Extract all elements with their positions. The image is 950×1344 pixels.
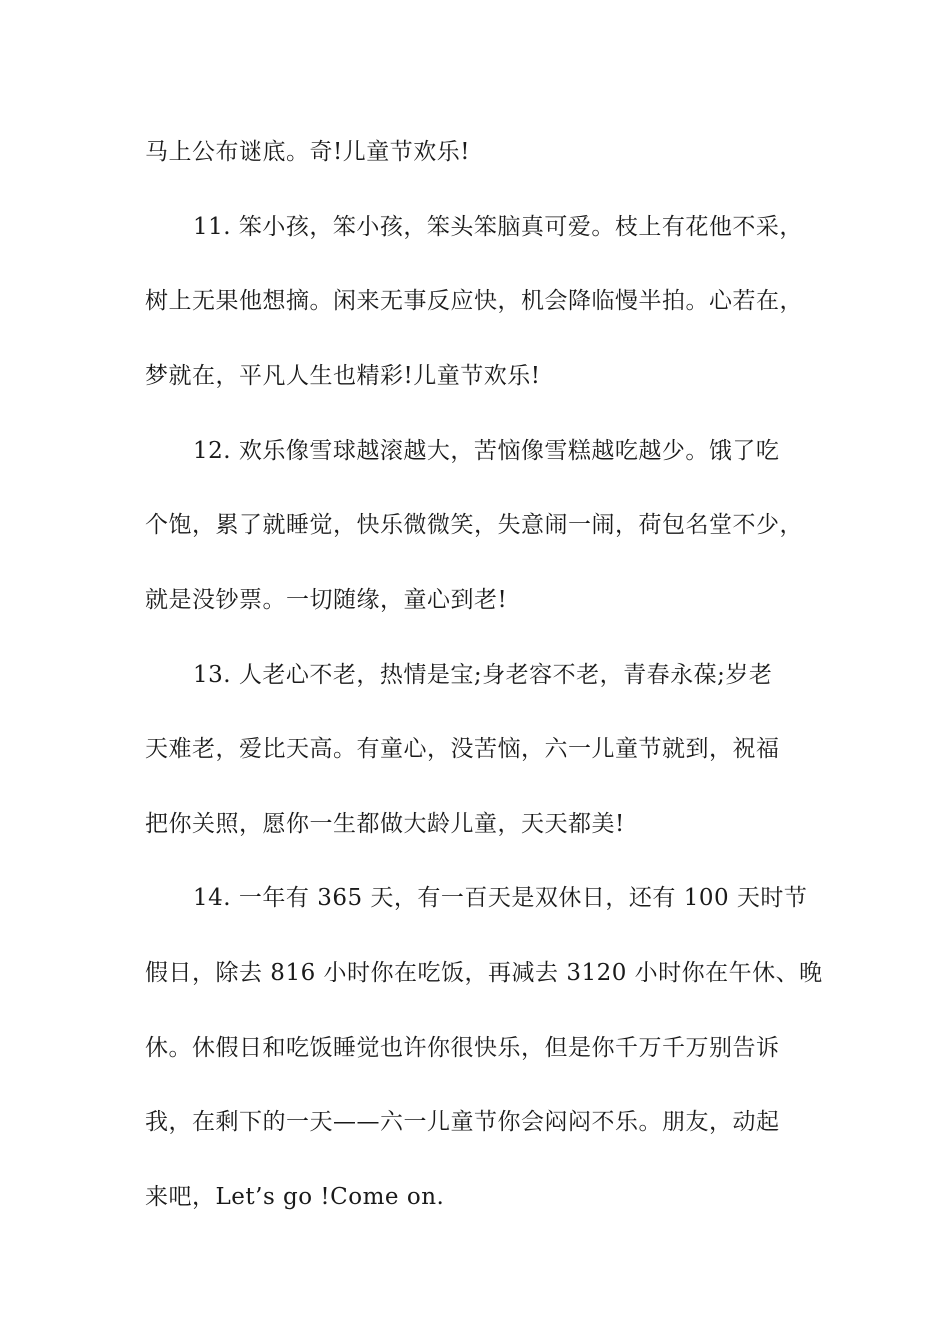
text-line: 梦就在，平凡人生也精彩!儿童节欢乐! — [145, 363, 541, 389]
text-line: 树上无果他想摘。闲来无事反应快，机会降临慢半拍。心若在， — [145, 288, 803, 314]
text-line: 就是没钞票。一切随缘，童心到老! — [145, 587, 508, 613]
text-line: 个饱，累了就睡觉，快乐微微笑，失意闹一闹，荷包名堂不少， — [145, 512, 803, 538]
text-line: 我，在剩下的一天——六一儿童节你会闷闷不乐。朋友，动起 — [145, 1109, 780, 1135]
text-line: 假日，除去 816 小时你在吃饭，再减去 3120 小时你在午休、晚 — [145, 960, 823, 986]
text-line: 14. 一年有 365 天，有一百天是双休日，还有 100 天时节 — [193, 885, 808, 911]
text-line: 11. 笨小孩，笨小孩，笨头笨脑真可爱。枝上有花他不采， — [193, 214, 803, 240]
text-line: 来吧，Let’s go !Come on. — [145, 1184, 445, 1210]
text-line: 马上公布谜底。奇!儿童节欢乐! — [145, 139, 470, 165]
text-line: 把你关照，愿你一生都做大龄儿童，天天都美! — [145, 811, 625, 837]
text-line: 12. 欢乐像雪球越滚越大，苦恼像雪糕越吃越少。饿了吃 — [193, 438, 780, 464]
text-line: 天难老，爱比天高。有童心，没苦恼，六一儿童节就到，祝福 — [145, 736, 780, 762]
text-line: 13. 人老心不老，热情是宝;身老容不老，青春永葆;岁老 — [193, 662, 773, 688]
text-line: 休。休假日和吃饭睡觉也许你很快乐，但是你千万千万别告诉 — [145, 1035, 780, 1061]
